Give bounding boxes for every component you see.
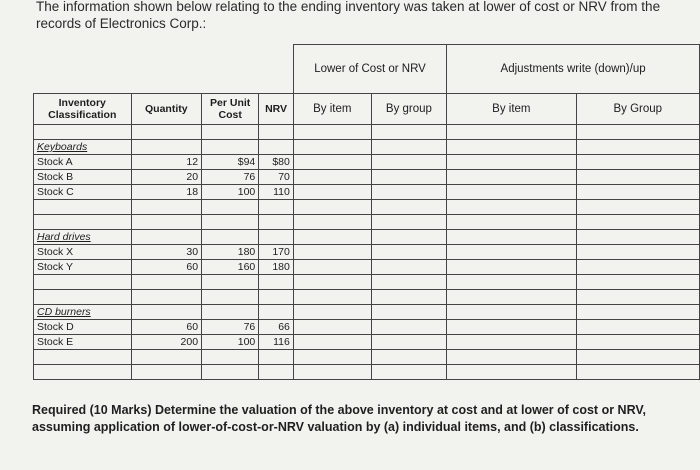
table-row [34,185,700,200]
item-name: Stock E [34,335,132,350]
table-cell [371,275,446,290]
item-name: Stock A [34,155,132,170]
item-name: Stock D [34,320,132,335]
table-cell [131,125,202,140]
table-cell [371,335,446,350]
table-cell [131,290,202,305]
table-cell [34,215,132,230]
table-cell [447,260,576,275]
table-cell [293,215,371,230]
intro-text [36,0,686,32]
table-row [34,245,700,260]
table-cell [371,200,446,215]
empty-row [34,200,700,215]
table-cell [259,290,294,305]
table-row [34,320,700,335]
required-instructions: Required (10 Marks) Determine the valuation of the above inventory at cost and at lower of cost or NRV, assuming application of lower-of-cost-or-NRV valuation by (a) individual items, and (b) classifications. [32,403,647,434]
group-name: CD burners [34,305,132,320]
header-inventory-classification: Inventory Classification [34,94,132,125]
table-cell [576,305,699,320]
column-header-row [34,94,700,125]
table-cell [371,170,446,185]
table-cell [576,365,699,380]
table-cell [131,275,202,290]
table-cell [202,350,259,365]
item-name: Stock Y [34,260,132,275]
table-cell [576,335,699,350]
table-cell [259,215,294,230]
table-cell [371,290,446,305]
item-name: Stock X [34,245,132,260]
table-cell [202,305,259,320]
header-nrv: NRV [259,94,294,125]
table-cell [576,245,699,260]
table-cell [131,215,202,230]
table-cell [576,320,699,335]
item-nrv: 66 [259,320,294,335]
table-cell [576,185,699,200]
table-cell [576,140,699,155]
item-nrv: $80 [259,155,294,170]
table-cell [293,350,371,365]
table-cell [371,320,446,335]
item-quantity: 60 [131,320,202,335]
table-cell [371,230,446,245]
table-cell [259,350,294,365]
item-quantity: 60 [131,260,202,275]
table-cell [259,200,294,215]
table-cell [293,140,371,155]
item-nrv: 70 [259,170,294,185]
group-name: Keyboards [34,140,132,155]
header-per-unit-cost: Per Unit Cost [202,94,259,125]
table-cell [576,125,699,140]
table-cell [447,350,576,365]
table-cell [293,275,371,290]
empty-row [34,350,700,365]
table-cell [576,230,699,245]
item-unit-cost: 76 [202,170,259,185]
table-cell [293,170,371,185]
table-cell [447,275,576,290]
item-unit-cost: 76 [202,320,259,335]
table-cell [293,245,371,260]
table-cell [447,215,576,230]
table-cell [202,215,259,230]
inventory-table [33,44,700,380]
table-cell [202,290,259,305]
table-cell [371,260,446,275]
item-quantity: 12 [131,155,202,170]
table-cell [131,365,202,380]
table-cell [576,200,699,215]
table-cell [293,185,371,200]
item-unit-cost: 160 [202,260,259,275]
table-cell [371,155,446,170]
table-cell [576,155,699,170]
table-cell [447,320,576,335]
table-cell [447,125,576,140]
item-nrv: 116 [259,335,294,350]
table-cell [371,185,446,200]
group-row [34,230,700,245]
item-nrv: 110 [259,185,294,200]
table-cell [34,200,132,215]
table-cell [34,275,132,290]
table-cell [447,155,576,170]
table-cell [371,140,446,155]
table-cell [202,125,259,140]
table-cell [447,185,576,200]
table-cell [371,365,446,380]
table-cell [131,230,202,245]
table-cell [576,170,699,185]
item-name: Stock B [34,170,132,185]
table-cell [202,140,259,155]
top-header-row [34,45,700,94]
table-cell [34,350,132,365]
table-cell [259,125,294,140]
table-cell [447,140,576,155]
table-row [34,335,700,350]
table-cell [202,230,259,245]
table-cell [371,245,446,260]
header-adj-by-item: By item [447,94,576,125]
table-cell [293,365,371,380]
item-unit-cost: 180 [202,245,259,260]
table-cell [576,260,699,275]
table-row [34,170,700,185]
table-cell [259,230,294,245]
table-cell [293,335,371,350]
table-cell [576,215,699,230]
table-cell [34,290,132,305]
item-unit-cost: 100 [202,185,259,200]
table-cell [576,350,699,365]
table-cell [293,125,371,140]
table-cell [202,365,259,380]
header-quantity: Quantity [131,94,202,125]
table-cell [371,350,446,365]
header-lower-of-cost-or-nrv: Lower of Cost or NRV [293,45,446,94]
table-cell [202,200,259,215]
table-cell [259,305,294,320]
table-cell [447,170,576,185]
item-quantity: 20 [131,170,202,185]
table-cell [576,275,699,290]
table-cell [293,230,371,245]
group-name: Hard drives [34,230,132,245]
table-cell [131,305,202,320]
table-cell [447,230,576,245]
table-cell [576,290,699,305]
item-quantity: 200 [131,335,202,350]
group-row [34,305,700,320]
table-cell [131,350,202,365]
table-cell [447,365,576,380]
table-cell [259,275,294,290]
table-cell [293,200,371,215]
table-cell [202,275,259,290]
table-cell [259,140,294,155]
table-cell [34,365,132,380]
item-unit-cost: 100 [202,335,259,350]
header-by-item: By item [293,94,371,125]
item-quantity: 30 [131,245,202,260]
table-cell [293,155,371,170]
table-cell [371,305,446,320]
table-cell [293,260,371,275]
item-name: Stock C [34,185,132,200]
empty-row [34,290,700,305]
header-by-group: By group [371,94,446,125]
table-cell [293,305,371,320]
table-cell [131,140,202,155]
table-cell [447,245,576,260]
table-cell [293,290,371,305]
table-cell [447,200,576,215]
header-adj-by-group: By Group [576,94,699,125]
empty-row [34,275,700,290]
header-adjustments: Adjustments write (down)/up [447,45,700,94]
table-row [34,155,700,170]
table-cell [447,290,576,305]
item-nrv: 170 [259,245,294,260]
item-quantity: 18 [131,185,202,200]
table-cell [371,125,446,140]
table-cell [371,215,446,230]
intro-line-1: The information shown below relating to the ending inventory was taken at lower of cost or NRV from the [36,0,661,14]
table-cell [131,200,202,215]
empty-row [34,215,700,230]
item-unit-cost: $94 [202,155,259,170]
item-nrv: 180 [259,260,294,275]
table-cell [447,305,576,320]
spacer-row [34,125,700,140]
table-row [34,260,700,275]
table-cell [447,335,576,350]
table-cell [34,125,132,140]
intro-line-2: records of Electronics Corp.: [36,16,207,31]
table-cell [259,365,294,380]
total-row [34,365,700,380]
table-cell [293,320,371,335]
group-row [34,140,700,155]
